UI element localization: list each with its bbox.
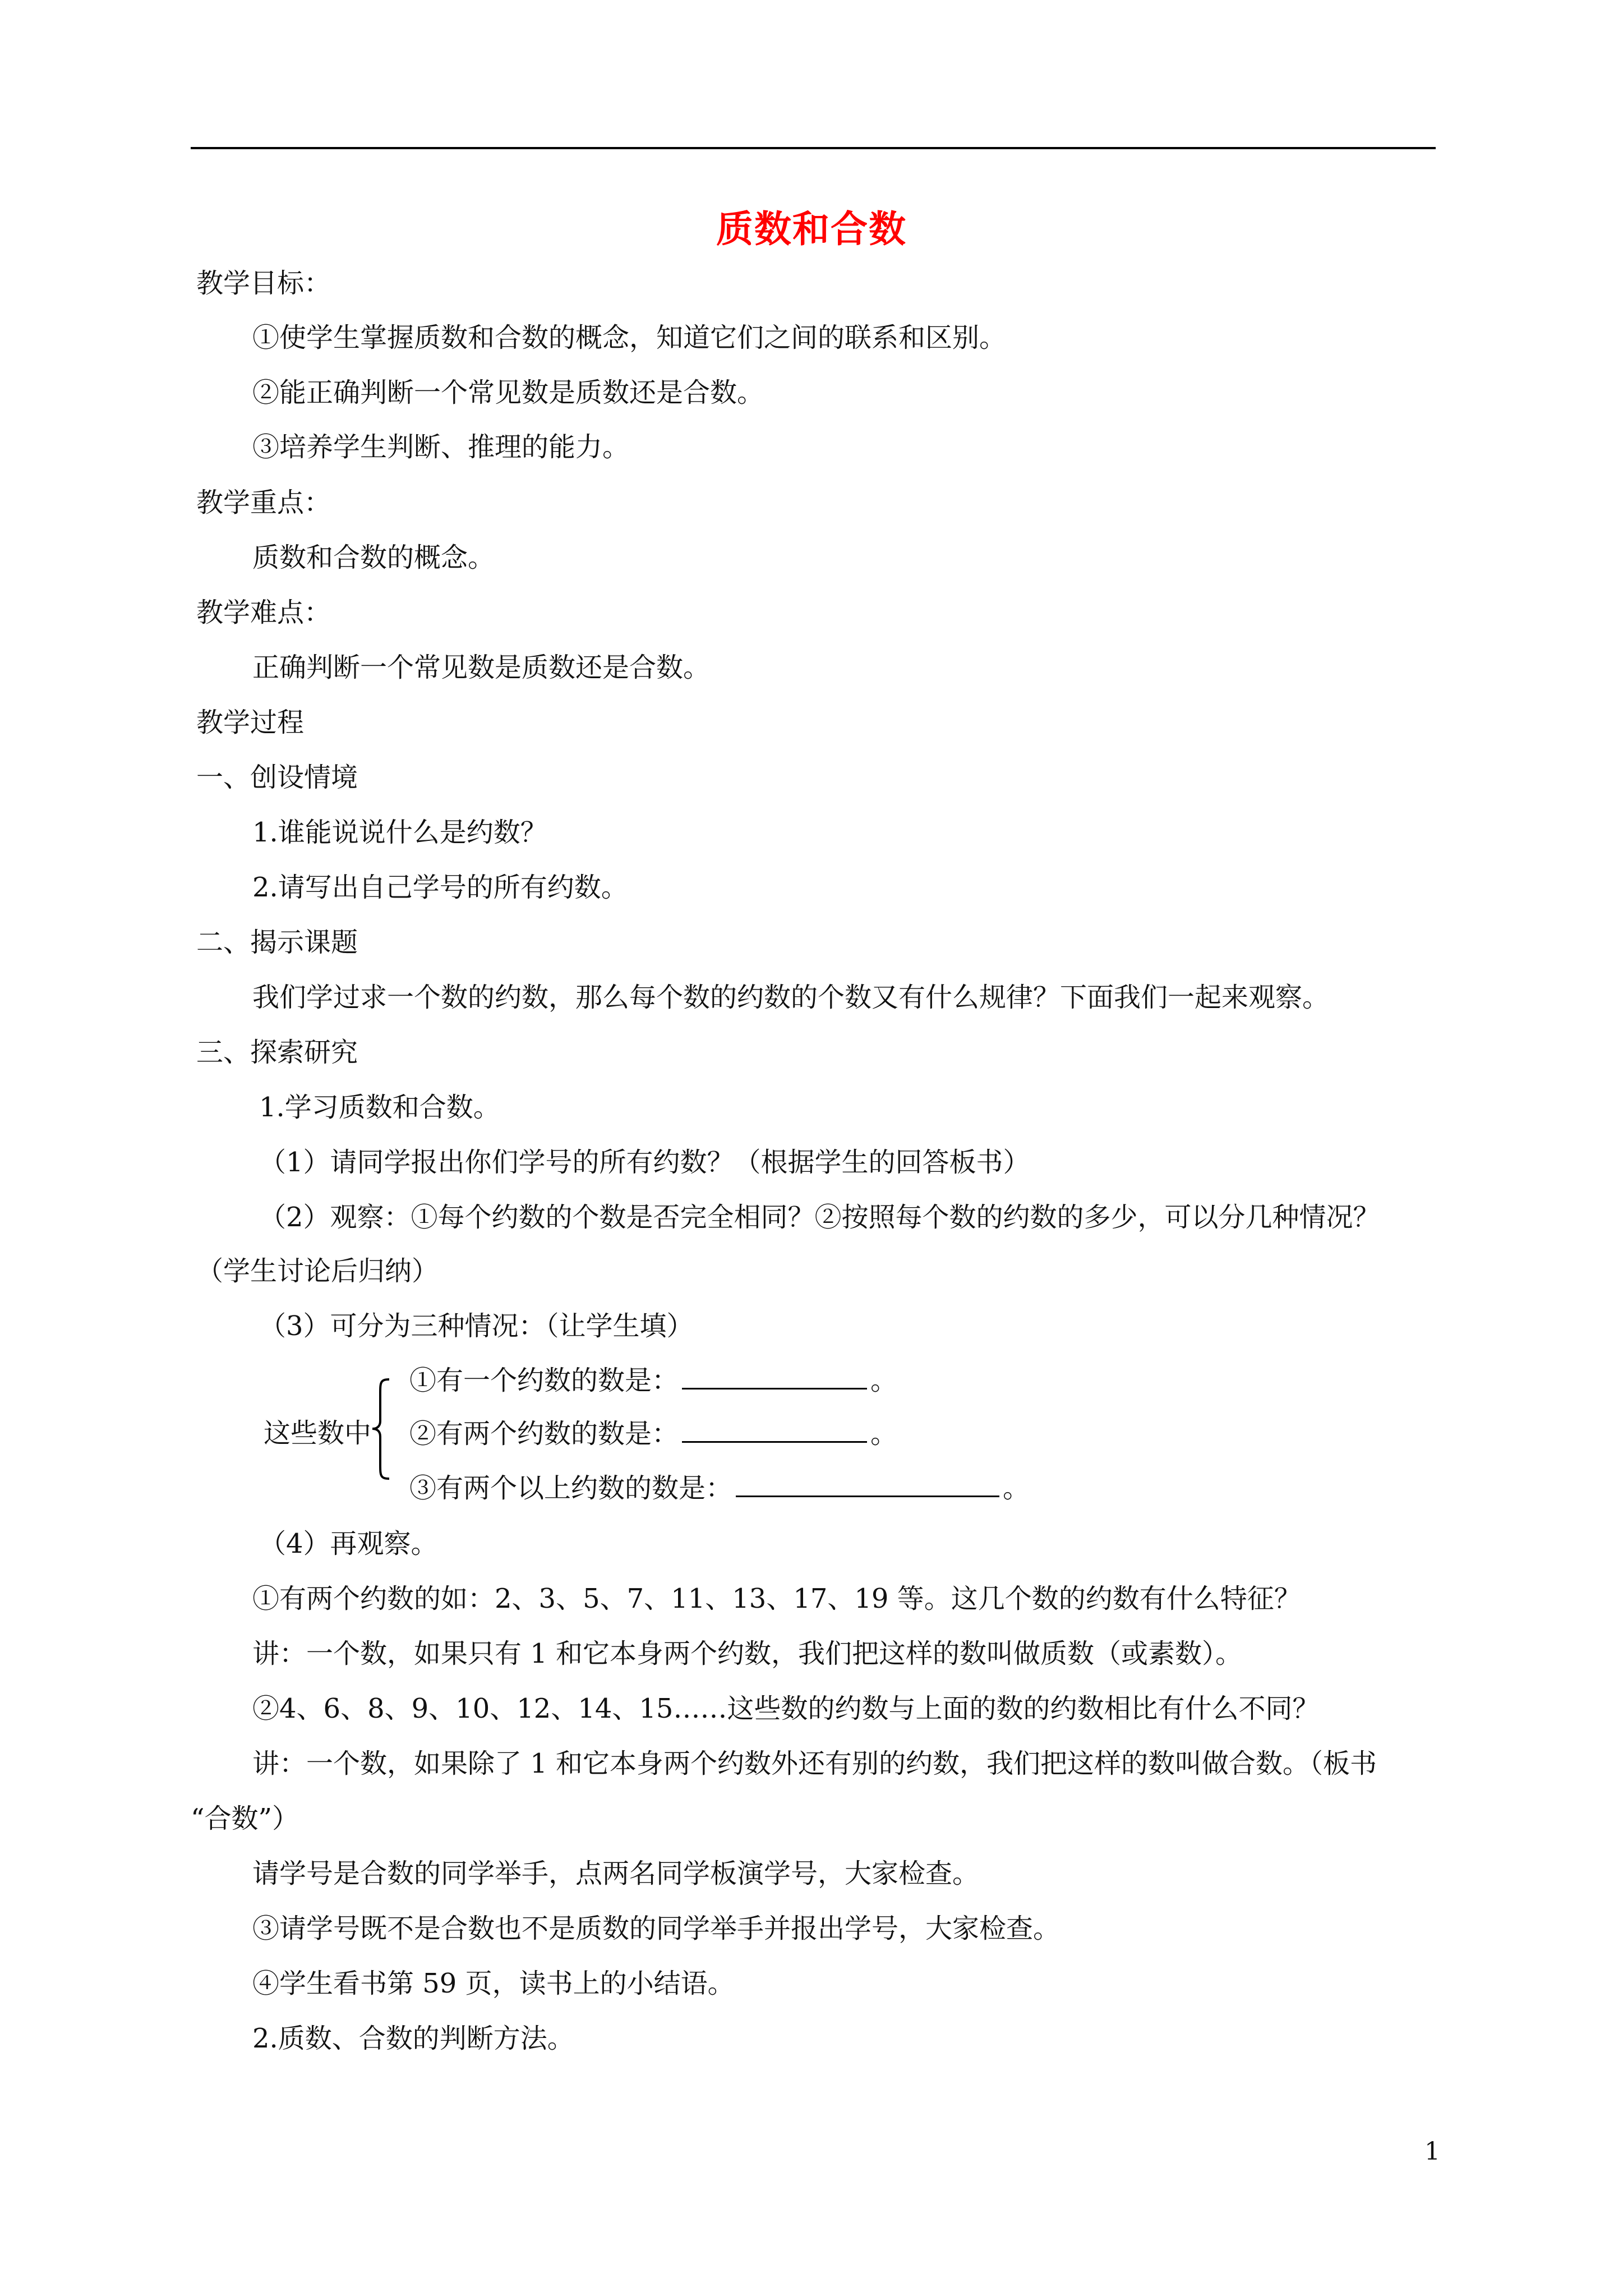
observe-item-2-explain-cont: “合数”） [191,1803,299,1834]
classify-item-2-text: ②有两个约数的数是： [409,1418,679,1450]
goal-item-3: ③培养学生判断、推理的能力。 [252,431,630,463]
goal-heading: 教学目标： [196,268,331,299]
difficulty-item-1: 正确判断一个常见数是质数还是合数。 [252,652,711,683]
classify-item-3-end: 。 [1003,1473,1030,1504]
classify-item-2-end: 。 [870,1418,898,1450]
section-3-heading: 三、探索研究 [196,1037,358,1068]
goal-item-2: ②能正确判断一个常见数是质数还是合数。 [252,377,764,408]
fill-blank-1[interactable] [682,1363,867,1389]
process-heading: 教学过程 [196,707,305,738]
section-3-step-3: （3）可分为三种情况：（让学生填） [259,1310,694,1342]
section-1-heading: 一、创设情境 [196,762,358,793]
curly-brace-icon [370,1377,393,1481]
observe-item-1: ①有两个约数的如：2、3、5、7、11、13、17、19 等。这几个数的约数有什么特征？ [252,1583,1301,1614]
header-rule [191,147,1436,149]
classify-item-3-text: ③有两个以上约数的数是： [409,1473,733,1504]
section-3-step-2-note: （学生讨论后归纳） [196,1255,439,1287]
document-title: 质数和合数 [716,207,907,251]
key-heading: 教学重点： [196,487,331,518]
observe-heading: （4）再观察。 [259,1528,438,1559]
observe-item-3: ③请学号既不是合数也不是质数的同学举手并报出学号，大家检查。 [252,1913,1061,1944]
goal-item-1: ①使学生掌握质数和合数的概念，知道它们之间的联系和区别。 [252,322,1007,353]
section-1-question-2: 2.请写出自己学号的所有约数。 [252,872,628,903]
classify-item-1-end: 。 [870,1365,898,1396]
fill-blank-2[interactable] [682,1416,867,1443]
section-2-paragraph: 我们学过求一个数的约数，那么每个数的约数的个数又有什么规律？下面我们一起来观察。 [252,982,1330,1013]
classify-item-3 [409,1471,1030,1505]
observe-item-1-explain: 讲：一个数，如果只有 1 和它本身两个约数，我们把这样的数叫做质数（或素数）。 [252,1638,1243,1669]
classify-item-2 [409,1416,897,1451]
page-number: 1 [1424,2137,1440,2166]
observe-item-2-activity: 请学号是合数的同学举手，点两名同学板演学号，大家检查。 [252,1858,980,1889]
fill-blank-3[interactable] [736,1471,999,1497]
observe-item-4: ④学生看书第 59 页，读书上的小结语。 [252,1968,735,1999]
observe-item-2: ②4、6、8、9、10、12、14、15……这些数的约数与上面的数的约数相比有什么不同？ [252,1693,1320,1724]
section-3-item-1: 1.学习质数和合数。 [259,1092,500,1123]
section-2-heading: 二、揭示课题 [196,927,358,958]
classify-item-1 [409,1363,897,1397]
observe-item-2-explain: 讲：一个数，如果除了 1 和它本身两个约数外还有别的约数，我们把这样的数叫做合数。（板书 [252,1748,1377,1779]
classify-item-1-text: ①有一个约数的数是： [409,1365,679,1396]
section-3-item-2: 2.质数、合数的判断方法。 [252,2023,574,2054]
key-item-1: 质数和合数的概念。 [252,542,495,573]
difficulty-heading: 教学难点： [196,597,331,628]
section-3-step-1: （1）请同学报出你们学号的所有约数？（根据学生的回答板书） [259,1147,1030,1178]
section-1-question-1: 1.谁能说说什么是约数？ [252,817,547,848]
classify-label: 这些数中 [264,1418,372,1449]
section-3-step-2: （2）观察：①每个约数的个数是否完全相同？②按照每个数的约数的多少，可以分几种情况？ [259,1202,1380,1233]
